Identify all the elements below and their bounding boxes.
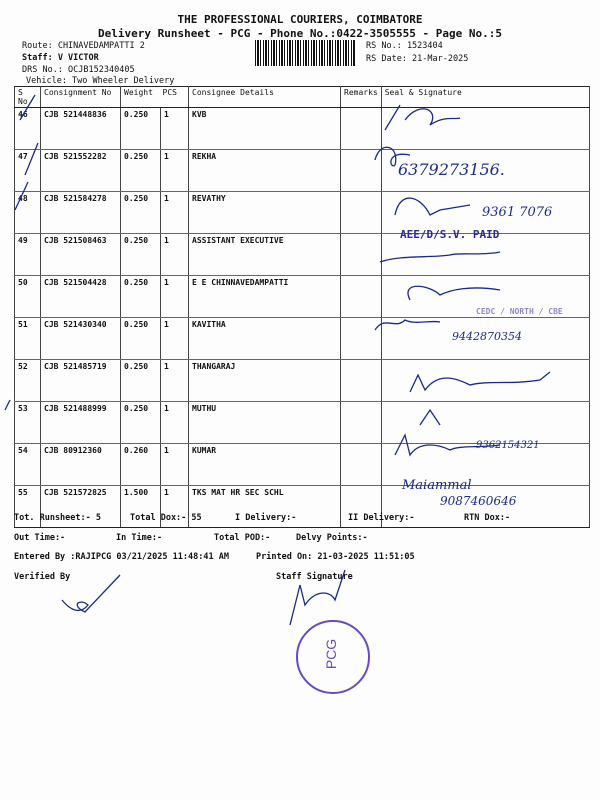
cell-pcs: 1 — [161, 360, 189, 402]
cell-consignee: THANGARAJ — [189, 360, 341, 402]
signature-48 — [395, 198, 470, 215]
handwritten-phone: 9361 7076 — [482, 205, 553, 220]
staff: Staff: V VICTOR — [22, 53, 99, 63]
company-title: THE PROFESSIONAL COURIERS, COIMBATORE — [177, 13, 423, 26]
out-time: Out Time:- — [14, 533, 66, 543]
cell-weight: 0.250 — [121, 234, 161, 276]
delvy-points: Delvy Points:- — [296, 533, 368, 543]
cell-cn: CJB 521488999 — [41, 402, 121, 444]
cell-pcs: 1 — [161, 234, 189, 276]
rtn-dox: RTN Dox:- — [464, 513, 511, 523]
i-delivery: I Delivery:- — [235, 513, 297, 523]
total-dox: Total Dox:- 55 — [130, 513, 202, 523]
cell-consignee: MUTHU — [189, 402, 341, 444]
signature-51 — [375, 320, 440, 330]
cell-cn: CJB 521572825 — [41, 486, 121, 528]
cell-pcs: 1 — [161, 402, 189, 444]
cell-weight: 0.250 — [121, 108, 161, 150]
office-stamp: CEDC / NORTH / CBE — [476, 307, 563, 316]
verified-signature — [62, 575, 120, 612]
signature-53 — [410, 372, 550, 392]
col-remarks: Remarks — [341, 87, 382, 108]
cell-weight: 0.250 — [121, 402, 161, 444]
col-consignee: Consignee Details — [189, 87, 341, 108]
cell-cn: CJB 521504428 — [41, 276, 121, 318]
tick-marks — [5, 95, 38, 410]
in-time: In Time:- — [116, 533, 163, 543]
rs-date: RS Date: 21-Mar-2025 — [366, 54, 469, 64]
col-seal: Seal & Signature — [381, 87, 589, 108]
cell-consignee: REKHA — [189, 150, 341, 192]
total-pod: Total POD:- — [214, 533, 271, 543]
cell-pcs: 1 — [161, 192, 189, 234]
route: Route: CHINAVEDAMPATTI 2 — [22, 41, 145, 51]
signature-50 — [408, 286, 500, 300]
cell-cn: CJB 521584278 — [41, 192, 121, 234]
cell-weight: 0.250 — [121, 318, 161, 360]
cell-sno: 47 — [15, 150, 41, 192]
cell-pcs: 1 — [161, 486, 189, 528]
entered-by: Entered By :RAJIPCG 03/21/2025 11:48:41 AM — [14, 552, 229, 562]
cell-cn: CJB 521485719 — [41, 360, 121, 402]
handwritten-phone: 9362154321 — [476, 440, 540, 451]
cell-cn: CJB 521430340 — [41, 318, 121, 360]
cell-weight: 0.260 — [121, 444, 161, 486]
cell-sno: 48 — [15, 192, 41, 234]
printed-on: Printed On: 21-03-2025 11:51:05 — [256, 552, 415, 562]
cell-pcs: 1 — [161, 276, 189, 318]
verified-by: Verified By — [14, 572, 71, 582]
cell-pcs: 1 — [161, 150, 189, 192]
cell-sno: 51 — [15, 318, 41, 360]
col-sno: S No — [15, 87, 41, 108]
cell-consignee: KUMAR — [189, 444, 341, 486]
cell-sno: 50 — [15, 276, 41, 318]
col-consignment: Consignment No — [41, 87, 121, 108]
signature-47 — [375, 147, 410, 166]
runsheet-subtitle: Delivery Runsheet - PCG - Phone No.:0422-3505555 - Page No.:5 — [98, 27, 502, 40]
handwritten-phone: 9442870354 — [452, 330, 522, 343]
rs-no: RS No.: 1523404 — [366, 41, 443, 51]
staff-signature-label: Staff Signature — [276, 572, 353, 582]
cell-consignee: TKS MAT HR SEC SCHL — [189, 486, 341, 528]
cell-sno: 53 — [15, 402, 41, 444]
cell-cn: CJB 521552282 — [41, 150, 121, 192]
cell-sno: 49 — [15, 234, 41, 276]
cell-weight: 1.500 — [121, 486, 161, 528]
cell-pcs: 1 — [161, 444, 189, 486]
cell-weight: 0.250 — [121, 360, 161, 402]
cell-consignee: KVB — [189, 108, 341, 150]
cell-cn: CJB 521448836 — [41, 108, 121, 150]
ii-delivery: II Delivery:- — [348, 513, 415, 523]
drs-no: DRS No.: OCJB152340405 — [22, 65, 135, 75]
signature-49 — [380, 252, 500, 262]
signature-46 — [385, 105, 460, 130]
cell-sno: 55 — [15, 486, 41, 528]
handwritten-phone: 9087460646 — [440, 494, 517, 508]
tot-runsheet: Tot. Runsheet:- 5 — [14, 513, 101, 523]
handwritten-phone: 6379273156. — [398, 160, 505, 179]
cell-weight: 0.250 — [121, 192, 161, 234]
handwritten-name: Maiammal — [402, 478, 472, 493]
col-weight-pcs: Weight PCS — [121, 87, 189, 108]
cell-consignee: ASSISTANT EXECUTIVE — [189, 234, 341, 276]
cell-pcs: 1 — [161, 108, 189, 150]
cell-pcs: 1 — [161, 318, 189, 360]
vehicle: Vehicle: Two Wheeler Delivery — [26, 76, 175, 86]
cell-consignee: E E CHINNAVEDAMPATTI — [189, 276, 341, 318]
signature-54 — [395, 435, 500, 455]
cell-sno: 46 — [15, 108, 41, 150]
cell-sno: 52 — [15, 360, 41, 402]
signature-53b — [420, 410, 440, 425]
cell-consignee: REVATHY — [189, 192, 341, 234]
cell-cn: CJB 80912360 — [41, 444, 121, 486]
cell-weight: 0.250 — [121, 150, 161, 192]
cell-weight: 0.250 — [121, 276, 161, 318]
paid-stamp: AEE/D/S.V. PAID — [400, 228, 500, 241]
cell-sno: 54 — [15, 444, 41, 486]
cell-cn: CJB 521508463 — [41, 234, 121, 276]
pcg-stamp: PCG — [296, 620, 370, 694]
cell-consignee: KAVITHA — [189, 318, 341, 360]
